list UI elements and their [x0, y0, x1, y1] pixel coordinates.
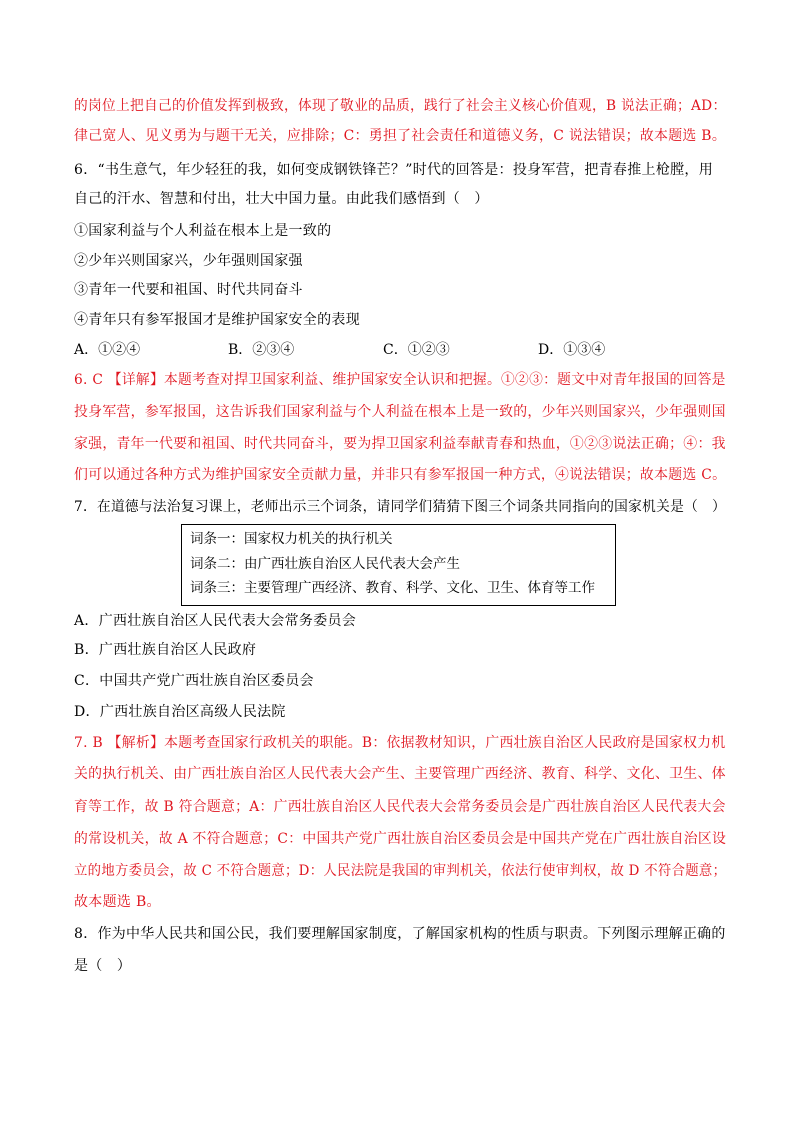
prev-analysis-line: 律己宽人、见义勇为与题干无关，应排除；C：勇担了社会责任和道德义务，C 说法错误；故本题选 B。 — [74, 128, 727, 144]
q6-option-d: D．①③④ — [538, 342, 606, 358]
q6-option-b: B．②③④ — [228, 342, 295, 358]
q6-statement: ①国家利益与个人利益在根本上是一致的 — [74, 223, 332, 239]
q6-analysis-line: 们可以通过各种方式为维护国家安全贡献力量，并非只有参军报国一种方式，④说法错误；故本题选 C。 — [74, 467, 727, 483]
q7-option-d: D．广西壮族自治区高级人民法院 — [74, 704, 286, 720]
q6-option-a: A．①②④ — [74, 342, 141, 358]
q7-analysis-line: 育等工作，故 B 符合题意；A：广西壮族自治区人民代表大会常务委员会是广西壮族自治区人民代表大会 — [74, 799, 726, 815]
q6-analysis-line: 投身军营，参军报国，这告诉我们国家利益与个人利益在根本上是一致的，少年兴则国家兴，少年强则国 — [74, 404, 726, 420]
q6-statement: ③青年一代要和祖国、时代共同奋斗 — [74, 282, 303, 298]
q7-analysis-line: 关的执行机关、由广西壮族自治区人民代表大会产生、主要管理广西经济、教育、科学、文化、卫生、体 — [74, 766, 726, 782]
q8-stem: 8．作为中华人民共和国公民，我们要理解国家制度，了解国家机构的性质与职责。下列图示理解正确的 — [74, 926, 726, 942]
prev-analysis-line: 的岗位上把自己的价值发挥到极致，体现了敬业的品质，践行了社会主义核心价值观，B 说法正确；AD： — [74, 98, 727, 114]
q8-stem: 是（ ） — [74, 958, 132, 974]
q7-option-a: A．广西壮族自治区人民代表大会常务委员会 — [74, 613, 357, 629]
q7-stem: 7．在道德与法治复习课上，老师出示三个词条，请同学们猜猜下图三个词条共同指向的国家机关是（ ） — [74, 499, 727, 515]
q7-analysis-line: 故本题选 B。 — [74, 894, 161, 910]
q7-analysis-line: 立的地方委员会，故 C 不符合题意；D：人民法院是我国的审判机关，依法行使审判权，故 D 不符合题意； — [74, 863, 727, 879]
q7-clue: 词条三：主要管理广西经济、教育、科学、文化、卫生、体育等工作 — [190, 580, 595, 596]
q7-option-c: C．中国共产党广西壮族自治区委员会 — [74, 673, 314, 689]
q7-clue-box — [181, 524, 616, 606]
q7-analysis-line: 的常设机关，故 A 不符合题意；C：中国共产党广西壮族自治区委员会是中国共产党在广西壮族自治区设 — [74, 831, 727, 847]
q6-option-c: C．①②③ — [383, 342, 450, 358]
q6-stem: 自己的汗水、智慧和付出，壮大中国力量。由此我们感悟到（ ） — [74, 191, 489, 207]
q7-analysis-line: 7. B 【解析】本题考查国家行政机关的职能。B：依据教材知识，广西壮族自治区人民政府是国家权力机 — [74, 735, 726, 751]
q7-clue: 词条二：由广西壮族自治区人民代表大会产生 — [190, 556, 460, 572]
q7-clue: 词条一：国家权力机关的执行机关 — [190, 531, 393, 547]
q7-option-b: B．广西壮族自治区人民政府 — [74, 642, 257, 658]
q6-statement: ④青年只有参军报国才是维护国家安全的表现 — [74, 312, 360, 328]
q6-analysis-line: 家强，青年一代要和祖国、时代共同奋斗，要为捍卫国家利益奉献青春和热血，①②③说法正确；④：我 — [74, 436, 726, 452]
q6-stem: 6．“书生意气，年少轻狂的我，如何变成钢铁锋芒？”时代的回答是：投身军营，把青春推上枪膛，用 — [74, 162, 714, 178]
q6-statement: ②少年兴则国家兴，少年强则国家强 — [74, 253, 303, 269]
q6-analysis-line: 6. C 【详解】本题考查对捍卫国家利益、维护国家安全认识和把握。①②③：题文中对青年报国的回答是 — [74, 372, 726, 388]
